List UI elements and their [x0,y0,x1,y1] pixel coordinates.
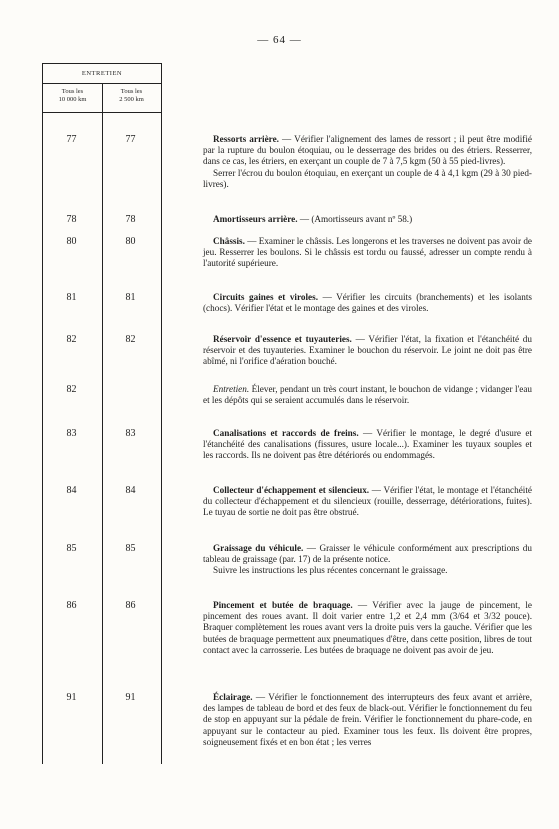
entry-paragraph [203,600,532,656]
entry-paragraph [203,334,532,368]
column-divider [102,84,103,764]
entry-body: — (Amortisseurs avant nº 58.) [297,214,413,224]
entry-paragraph [203,384,532,406]
interval-2500km: 84 [125,485,136,496]
entry-body: — Vérifier l'état, le montage et l'étanchéité du collecteur d'échappement et du silencieux (rouille, desserrage, détériorations, fuites). Le tuyau de sortie ne doit pas être obstrué. [203,485,532,518]
interval-2500km: 82 [125,334,136,345]
interval-10000km: 83 [66,428,77,439]
entry-paragraph [203,485,532,519]
entry-text [203,428,532,462]
interval-2500km: 80 [125,236,136,247]
entry-paragraph [203,428,532,462]
entry-body: Élever, pendant un très court instant, le bouchon de vidange ; vidanger l'eau et les dépôts qui se seraient accumulés dans le réservoir. [203,384,532,406]
column-header-2500km-line2: 2 500 km [119,96,144,103]
interval-2500km: 91 [125,692,136,703]
entry-body: — Vérifier le montage, le degré d'usure et l'étanchéité des canalisations (fissures, usure locale...). Examiner les tuyaux souples et les raccords. Ils ne doivent pas être détériorés ou endommagés. [203,428,532,461]
entry-title: Circuits gaines et viroles. [213,292,318,302]
interval-10000km: 84 [66,485,77,496]
entry-title: Pincement et butée de braquage. [213,600,353,610]
entry-body: — Vérifier les circuits (branchements) et les isolants (chocs). Vérifier l'état et le montage des gaines et des viroles. [203,292,532,314]
interval-2500km: 86 [125,600,136,611]
entry-title: Collecteur d'échappement et silencieux. [213,485,370,495]
entry-paragraph: Serrer l'écrou du boulon étoquiau, en exerçant un couple de 4 à 4,1 kgm (29 à 30 pied-livres). [203,167,532,189]
interval-10000km: 77 [66,134,77,145]
entry-title: Éclairage. [213,692,253,702]
entry-body: — Vérifier avec la jauge de pincement, le pincement des roues avant. Il doit varier entre 1,2 et 2,4 mm (3/64 et 3/32 pouce). Braquer complètement les roues avant vers la droite puis vers la gauche. Vérifier que les butées de braquage permettent aux pneumatiques d'être, dans cette position, libres de tout contact avec la carrosserie. Les butées de braquage ne doivent pas avoir de jeu. [203,600,532,655]
entry-text [203,485,532,519]
entry-text [203,236,532,270]
entry-body: — Graisser le véhicule conformément aux prescriptions du tableau de graissage (par. 17) de la présente notice. [203,543,532,565]
entry-paragraph [203,214,532,225]
column-header-2500km-line1: Tous les [120,88,143,95]
interval-10000km: 81 [66,292,77,303]
entry-text [203,134,532,190]
interval-10000km: 85 [66,543,77,554]
entry-title: Graissage du véhicule. [213,543,304,553]
entry-italic-title: Entretien. [213,384,250,394]
entry-text [203,692,532,748]
interval-2500km: 83 [125,428,136,439]
interval-2500km: 78 [125,214,136,225]
entry-paragraph [203,543,532,565]
entry-text [203,214,532,225]
entry-title: Châssis. [213,236,245,246]
interval-10000km: 86 [66,600,77,611]
column-header-2500km [102,88,161,104]
entry-text [203,384,532,406]
maintenance-table [42,63,162,764]
interval-10000km: 91 [66,692,77,703]
interval-10000km: 80 [66,236,77,247]
page-number: — 64 — [257,34,302,46]
entry-title: Réservoir d'essence et tuyauteries. [213,334,352,344]
entry-body: — Examiner le châssis. Les longerons et les traverses ne doivent pas avoir de jeu. Resserrer les boulons. Si le châssis est tordu ou faussé, adresser un compte rendu à l'autorité supérieure. [203,236,532,269]
column-header-10000km-line1: Tous les [61,88,84,95]
interval-10000km: 78 [66,214,77,225]
entry-body: — Vérifier le fonctionnement des interrupteurs des feux avant et arrière, des lampes de tableau de bord et des feux de black-out. Vérifier le fonctionnement du feu de stop en appuyant sur la pédale de frein. Vérifier le fonctionnement du phare-code, en appuyant sur le contacteur au pied. Examiner tous les feux. Ils doivent être propres, soigneusement fixés et en bon état ; les verres [203,692,532,747]
column-header-10000km-line2: 10 000 km [58,96,87,103]
entry-paragraph [203,692,532,748]
entry-text [203,600,532,656]
entry-title: Ressorts arrière. [213,134,279,144]
entry-text [203,292,532,314]
entry-title: Amortisseurs arrière. [213,214,298,224]
column-header-10000km [43,88,102,104]
entry-paragraph [203,236,532,270]
entry-body: — Vérifier l'état, la fixation et l'étanchéité du réservoir et des tuyauteries. Examiner le bouchon du réservoir. Le joint ne doit pas être abîmé, ni l'orifice d'aération bouché. [203,334,532,367]
entry-title: Canalisations et raccords de freins. [213,428,359,438]
interval-10000km: 82 [66,384,77,395]
entry-paragraph: Suivre les instructions les plus récentes concernant le graissage. [213,565,448,576]
header-rule [43,112,161,113]
entry-paragraph [203,134,532,168]
interval-2500km: 77 [125,134,136,145]
entry-paragraph [203,292,532,314]
entry-text [203,543,532,577]
interval-2500km: 85 [125,543,136,554]
entry-body: — Vérifier l'alignement des lames de ressort ; il peut être modifié par la rupture du boulon étoquiau, ou le desserrage des brides ou des étriers. Resserrer, dans ce cas, les étriers, en exerçant un couple de 7 à 7,5 kgm (50 à 55 pied-livres). [203,134,532,167]
interval-10000km: 82 [66,334,77,345]
table-title: ENTRETIEN [43,64,161,84]
entry-text [203,334,532,368]
interval-2500km: 81 [125,292,136,303]
